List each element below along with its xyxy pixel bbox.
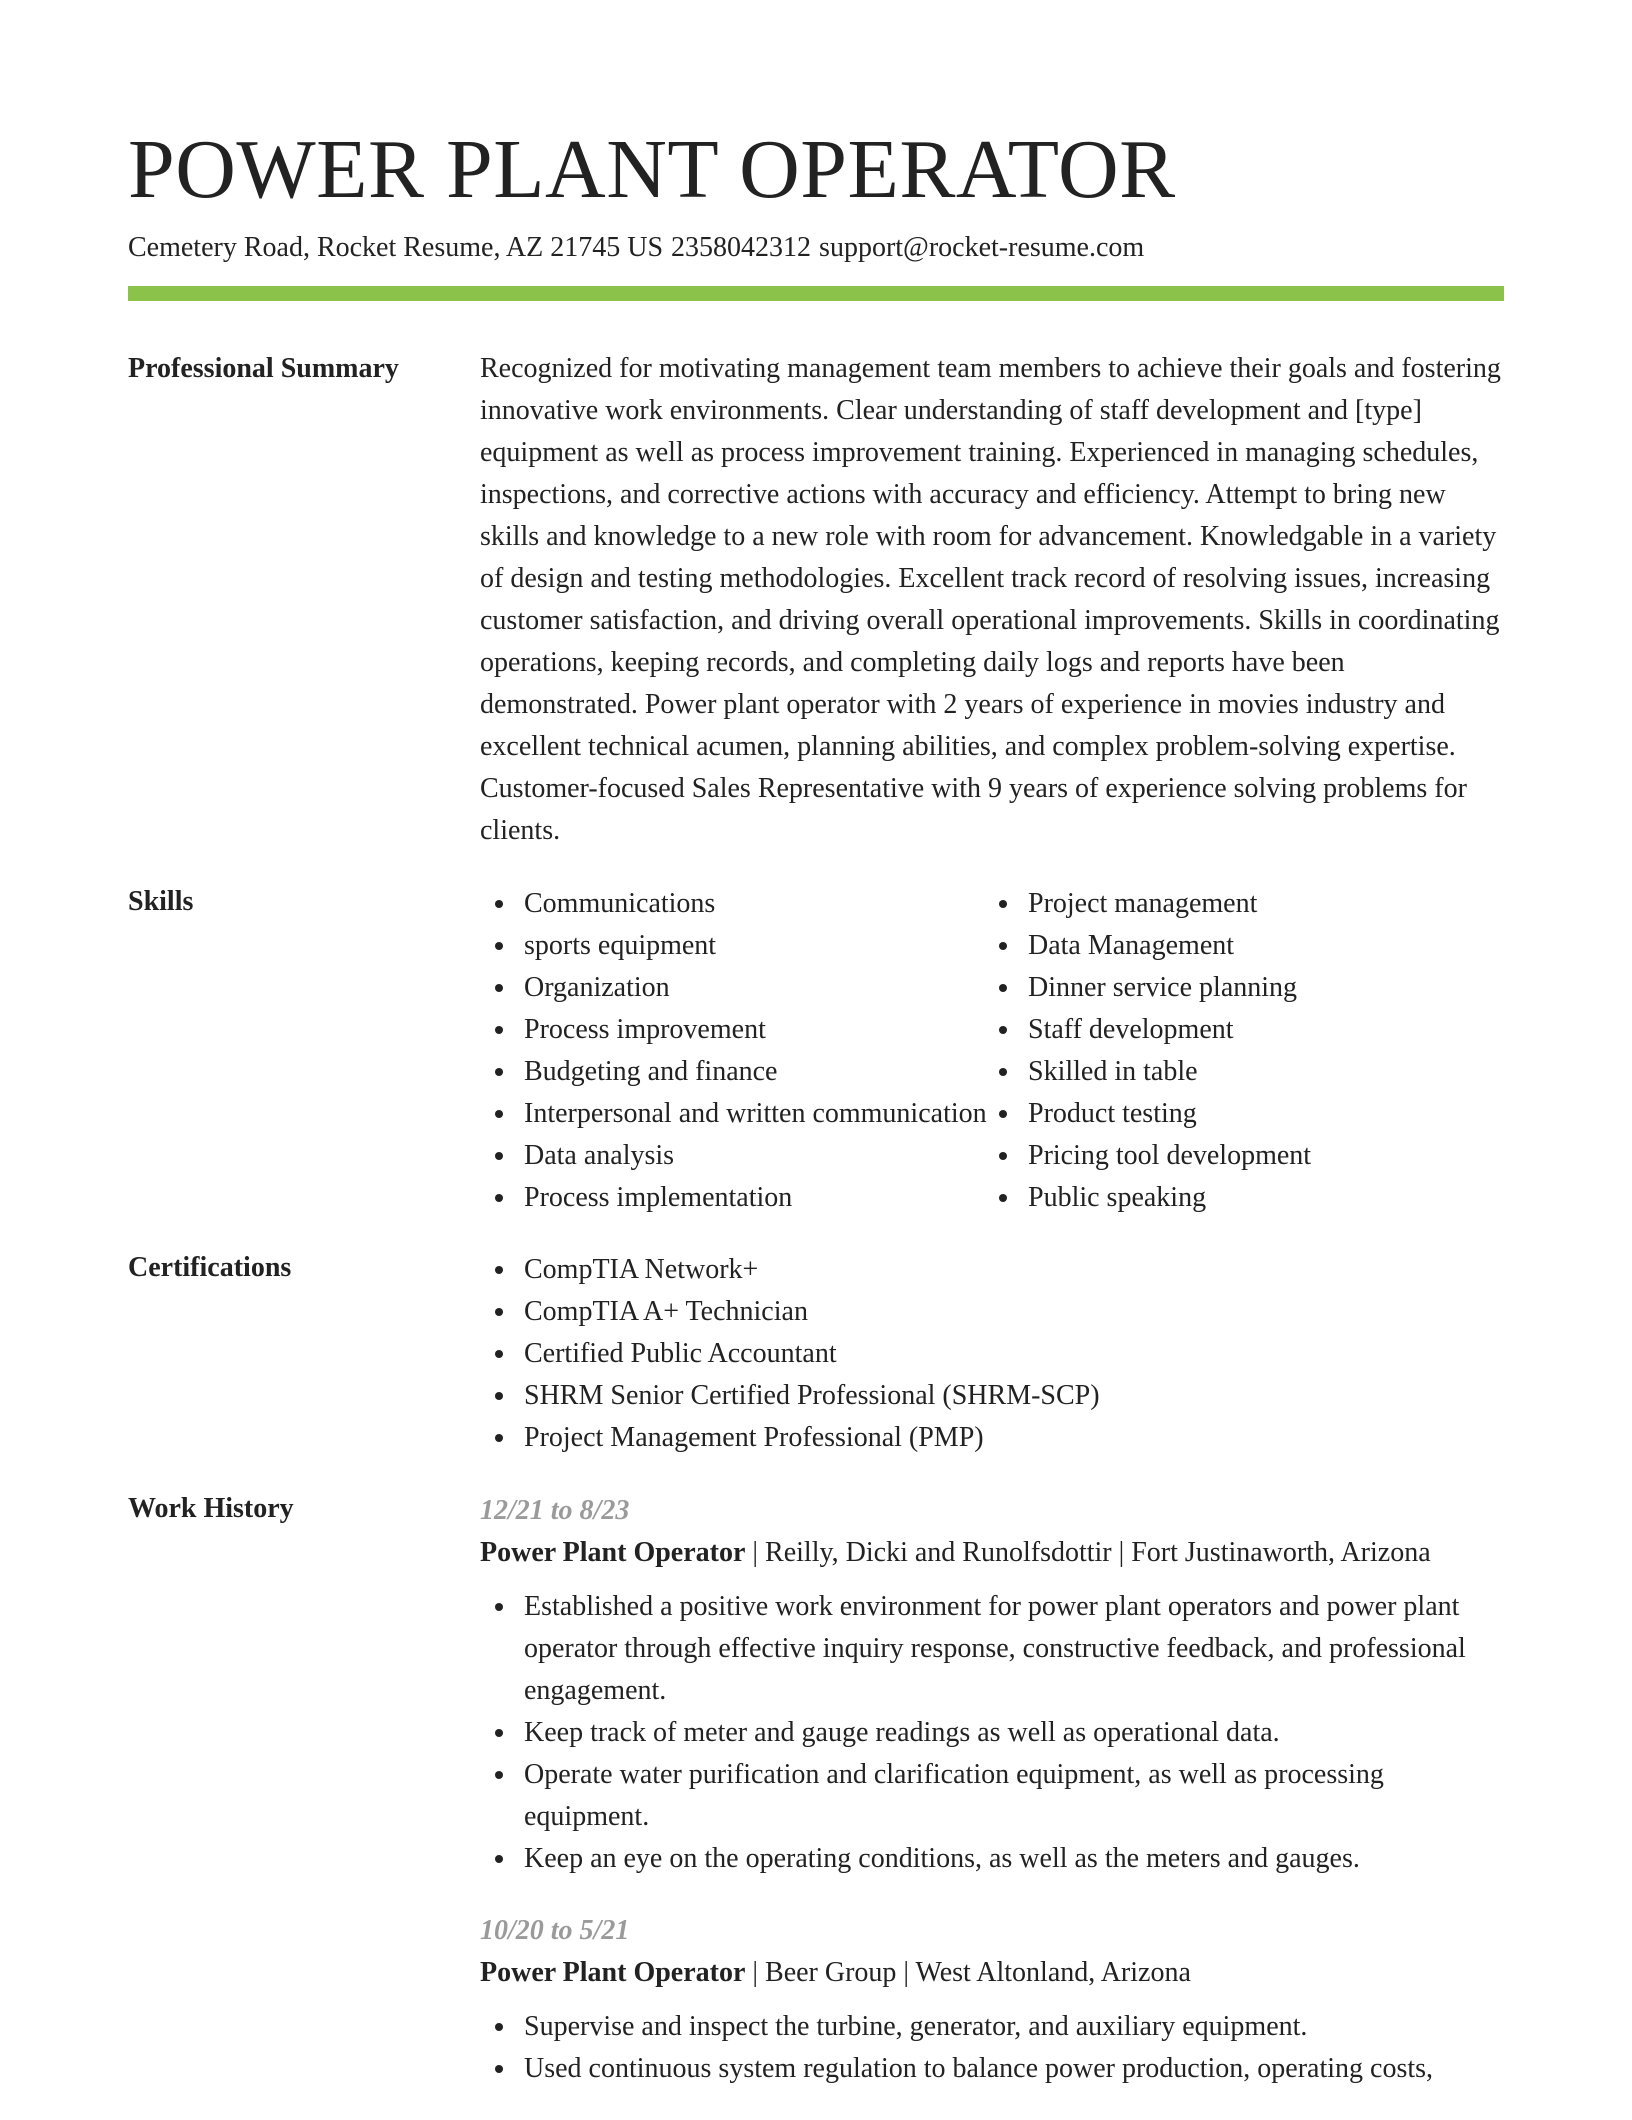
job-bullet: Used continuous system regulation to balance power production, operating costs,	[480, 2048, 1504, 2090]
skill-item: Skilled in table	[984, 1051, 1488, 1093]
summary-title: Professional Summary	[128, 353, 399, 384]
summary-section	[128, 350, 1504, 883]
job-dates: 12/21 to 8/23	[480, 1495, 630, 1526]
accent-divider	[128, 286, 1504, 301]
job-bullets	[480, 2006, 1504, 2090]
job-dates: 10/20 to 5/21	[480, 1915, 630, 1946]
work-history-title: Work History	[128, 1493, 294, 1524]
job-title: Power Plant Operator	[480, 1957, 746, 1988]
contact-address: Cemetery Road, Rocket Resume, AZ 21745 US	[128, 232, 664, 263]
job-heading	[480, 1532, 1504, 1574]
skill-item: Communications	[480, 883, 984, 925]
job-entry	[480, 1910, 1504, 2090]
skill-item: Process improvement	[480, 1009, 984, 1051]
certifications-title: Certifications	[128, 1252, 292, 1283]
skill-item: Budgeting and finance	[480, 1051, 984, 1093]
job-heading	[480, 1952, 1504, 1994]
job-employer-location: | Beer Group | West Altonland, Arizona	[745, 1957, 1191, 1988]
certification-item: Project Management Professional (PMP)	[480, 1417, 1504, 1459]
skills-right-list	[984, 883, 1488, 1219]
certifications-section	[128, 1249, 1504, 1490]
skill-item: Pricing tool development	[984, 1135, 1488, 1177]
job-bullet: Established a positive work environment for power plant operators and power plant operator through effective inquiry response, constructive feedback, and professional engagement.	[480, 1586, 1504, 1712]
skill-item: Process implementation	[480, 1177, 984, 1219]
job-bullet: Keep track of meter and gauge readings as well as operational data.	[480, 1712, 1504, 1754]
work-history-section	[128, 1490, 1504, 2120]
skill-item: Product testing	[984, 1093, 1488, 1135]
certification-item: CompTIA A+ Technician	[480, 1291, 1504, 1333]
skill-item: Staff development	[984, 1009, 1488, 1051]
skill-item: Project management	[984, 883, 1488, 925]
skills-title: Skills	[128, 886, 194, 917]
skills-left-list	[480, 883, 987, 1219]
certification-item: SHRM Senior Certified Professional (SHRM-SCP)	[480, 1375, 1504, 1417]
summary-text: Recognized for motivating management team members to achieve their goals and fostering innovative work environments. Clear understanding of staff development and [type] equipment as well as process improvement training. Experienced in managing schedules, inspections, and corrective actions with accuracy and efficiency. Attempt to bring new skills and knowledge to a new role with room for advancement. Knowledgable in a variety of design and testing methodologies. Excellent track record of resolving issues, increasing customer satisfaction, and driving overall operational improvements. Skills in coordinating operations, keeping records, and completing daily logs and reports have been demonstrated. Power plant operator with 2 years of experience in movies industry and excellent technical acumen, planning abilities, and complex problem-solving expertise. Customer-focused Sales Representative with 9 years of experience solving problems for clients.	[480, 353, 1501, 846]
resume-sections	[128, 350, 1504, 2120]
certification-item: CompTIA Network+	[480, 1249, 1504, 1291]
skill-item: Organization	[480, 967, 984, 1009]
skill-item: sports equipment	[480, 925, 984, 967]
certifications-list	[480, 1249, 1504, 1459]
resume-name-heading: POWER PLANT OPERATOR	[128, 123, 1176, 216]
skill-item: Data analysis	[480, 1135, 984, 1177]
job-bullet: Operate water purification and clarification equipment, as well as processing equipment.	[480, 1754, 1504, 1838]
contact-phone: 2358042312	[671, 232, 812, 263]
job-bullets	[480, 1586, 1504, 1880]
job-entry	[480, 1490, 1504, 1880]
job-bullet: Keep an eye on the operating conditions, as well as the meters and gauges.	[480, 1838, 1504, 1880]
skill-item: Public speaking	[984, 1177, 1488, 1219]
job-bullet: Supervise and inspect the turbine, generator, and auxiliary equipment.	[480, 2006, 1504, 2048]
certification-item: Certified Public Accountant	[480, 1333, 1504, 1375]
skill-item: Data Management	[984, 925, 1488, 967]
skills-section	[128, 883, 1504, 1249]
contact-line	[128, 230, 1152, 266]
skill-item: Dinner service planning	[984, 967, 1488, 1009]
skill-item: Interpersonal and written communication	[480, 1093, 984, 1135]
contact-email: support@rocket-resume.com	[819, 232, 1145, 263]
job-employer-location: | Reilly, Dicki and Runolfsdottir | Fort Justinaworth, Arizona	[745, 1537, 1431, 1568]
job-title: Power Plant Operator	[480, 1537, 746, 1568]
